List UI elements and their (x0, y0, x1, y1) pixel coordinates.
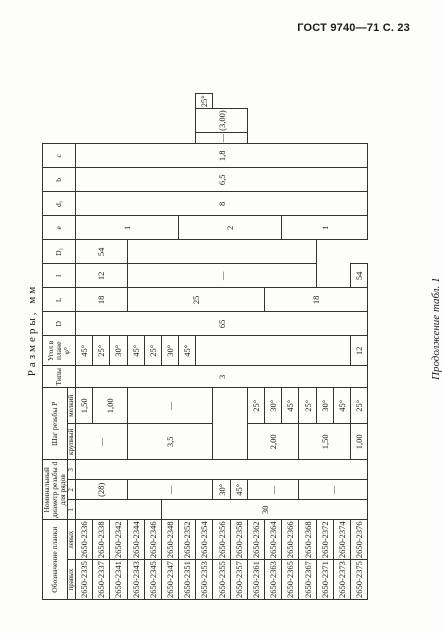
angle-cell: 25° (93, 336, 110, 366)
left-header: левых (67, 520, 75, 560)
page-header: ГОСТ 9740—71 С. 23 (297, 22, 410, 34)
angle-cell: 25° (350, 388, 367, 424)
angle-cell: 45° (75, 336, 92, 366)
fine-cell: 1,50 (75, 388, 92, 424)
D1-cell: 54 (350, 264, 367, 288)
right-cell: 2650-2363 (265, 560, 282, 600)
left-cell: 2650-2374 (333, 520, 350, 560)
type-cell: 3 (75, 366, 367, 388)
dimensions-table (42, 93, 368, 600)
left-cell: 2650-2366 (282, 520, 299, 560)
d-row1-cell (75, 500, 161, 520)
e-cell: 1 (75, 216, 178, 240)
row1-header: 1 (67, 500, 75, 520)
right-cell: 2650-2361 (247, 560, 264, 600)
left-cell: 2650-2338 (93, 520, 110, 560)
coarse-cell: — (75, 424, 127, 460)
c-cell: 1,8 (75, 144, 367, 168)
D1-cell: 54 (75, 240, 127, 264)
L-cell: 18 (75, 288, 127, 312)
angle-cell: 30° (316, 388, 333, 424)
rotated-table-page (28, 60, 411, 600)
fine-cell: — (127, 388, 213, 424)
row2-header: 2 (67, 480, 75, 500)
d-row2-cell: (28) (75, 480, 127, 500)
right-cell: 2650-2345 (144, 560, 161, 600)
nominal-diameter-header: Номинальный диаметр резьбы d для рядов (42, 461, 67, 518)
angle-cell: 25° (144, 336, 161, 366)
left-cell: 2650-2346 (144, 520, 161, 560)
right-cell: 2650-2357 (230, 560, 247, 600)
right-header: правых (67, 560, 75, 600)
table-title: Размеры, мм (26, 283, 38, 377)
right-cell: 2650-2355 (213, 560, 230, 600)
angle-cell: 45° (127, 336, 144, 366)
angle-cell: 25° (299, 388, 316, 424)
coarse-header: крупный (67, 424, 75, 460)
right-cell: 2650-2343 (127, 560, 144, 600)
right-cell: 2650-2367 (299, 560, 316, 600)
left-cell: 2650-2356 (213, 520, 230, 560)
right-cell: 2650-2347 (161, 560, 178, 600)
D1-header: D₁ (43, 240, 76, 264)
L-header: L (43, 288, 76, 312)
left-cell: 2650-2342 (110, 520, 127, 560)
right-cell: 2650-2337 (93, 560, 110, 600)
fine-cell: 1,00 (350, 424, 367, 460)
left-cell: 2650-2372 (316, 520, 333, 560)
l-header: l (43, 264, 76, 288)
angle-cell: 30° (265, 388, 282, 424)
fine-cell: 1,00 (93, 388, 127, 424)
d1-header: d₁ (43, 192, 76, 216)
left-cell: 2650-2336 (75, 520, 92, 560)
designation-header: Обозначение планки (43, 520, 68, 600)
right-cell: 2650-2371 (316, 560, 333, 600)
d-row1-cell: 30 (161, 500, 367, 520)
coarse-cell: — (196, 132, 248, 144)
L-cell: 25 (127, 288, 265, 312)
b-header: b (43, 168, 76, 192)
e-header: e (43, 216, 76, 240)
D-header: D (43, 312, 76, 336)
right-cell: 2650-2375 (350, 560, 367, 600)
fine-cell: (3,00) (196, 109, 248, 133)
angle-cell: 45° (282, 388, 299, 424)
d-row2-cell (196, 336, 351, 366)
e-cell: 1 (282, 216, 368, 240)
l-cell: — (127, 264, 316, 288)
angle-cell: 30° (110, 336, 127, 366)
angle-cell: 25° (247, 388, 264, 424)
angle-cell: 45° (179, 336, 196, 366)
e-cell: 2 (179, 216, 282, 240)
fine-header: мелкий (67, 388, 75, 424)
right-cell: 2650-2335 (75, 560, 92, 600)
d-row3-cell (75, 460, 367, 480)
coarse-cell: — (299, 480, 368, 500)
angle-cell: 30° (161, 336, 178, 366)
table-body (75, 94, 367, 600)
right-cell: 2650-2353 (196, 560, 213, 600)
left-cell: 2650-2362 (247, 520, 264, 560)
coarse-cell: — (247, 480, 299, 500)
left-cell: 2650-2364 (265, 520, 282, 560)
L-cell: 18 (265, 288, 368, 312)
l-cell: 12 (75, 264, 127, 288)
thread-pitch-header: Шаг резьбы P (43, 388, 68, 460)
d-row2-cell: — (127, 480, 213, 500)
l-cell: 12 (350, 336, 367, 366)
right-cell: 2650-2365 (282, 560, 299, 600)
angle-cell: 45° (333, 388, 350, 424)
continuation-label: Продолжение табл. 1 (430, 277, 442, 380)
types-header: Типы (43, 366, 76, 388)
fine-cell: 2,00 (247, 424, 299, 460)
left-cell: 2650-2348 (161, 520, 178, 560)
c-header: c (43, 144, 76, 168)
coarse-cell: 3,5 (127, 424, 213, 460)
left-cell: 2650-2358 (230, 520, 247, 560)
left-cell: 2650-2354 (196, 520, 213, 560)
left-cell: 2650-2352 (179, 520, 196, 560)
table-row (75, 94, 92, 600)
D-cell: 65 (75, 312, 367, 336)
angle-cell: 45° (230, 480, 247, 500)
angle-cell: 30° (213, 480, 230, 500)
d1-cell: 8 (75, 192, 367, 216)
fine-cell: 1,50 (299, 424, 351, 460)
left-cell: 2650-2368 (299, 520, 316, 560)
right-cell: 2650-2341 (110, 560, 127, 600)
right-cell: 2650-2373 (333, 560, 350, 600)
b-cell: 6,5 (75, 168, 367, 192)
left-cell: 2650-2376 (350, 520, 367, 560)
angle-cell: 25° (196, 94, 213, 109)
left-cell: 2650-2344 (127, 520, 144, 560)
D1-cell (127, 240, 316, 264)
right-cell: 2650-2351 (179, 560, 196, 600)
angle-header: Угол в плане φ° (43, 336, 76, 366)
row3-header: 3 (67, 460, 75, 480)
